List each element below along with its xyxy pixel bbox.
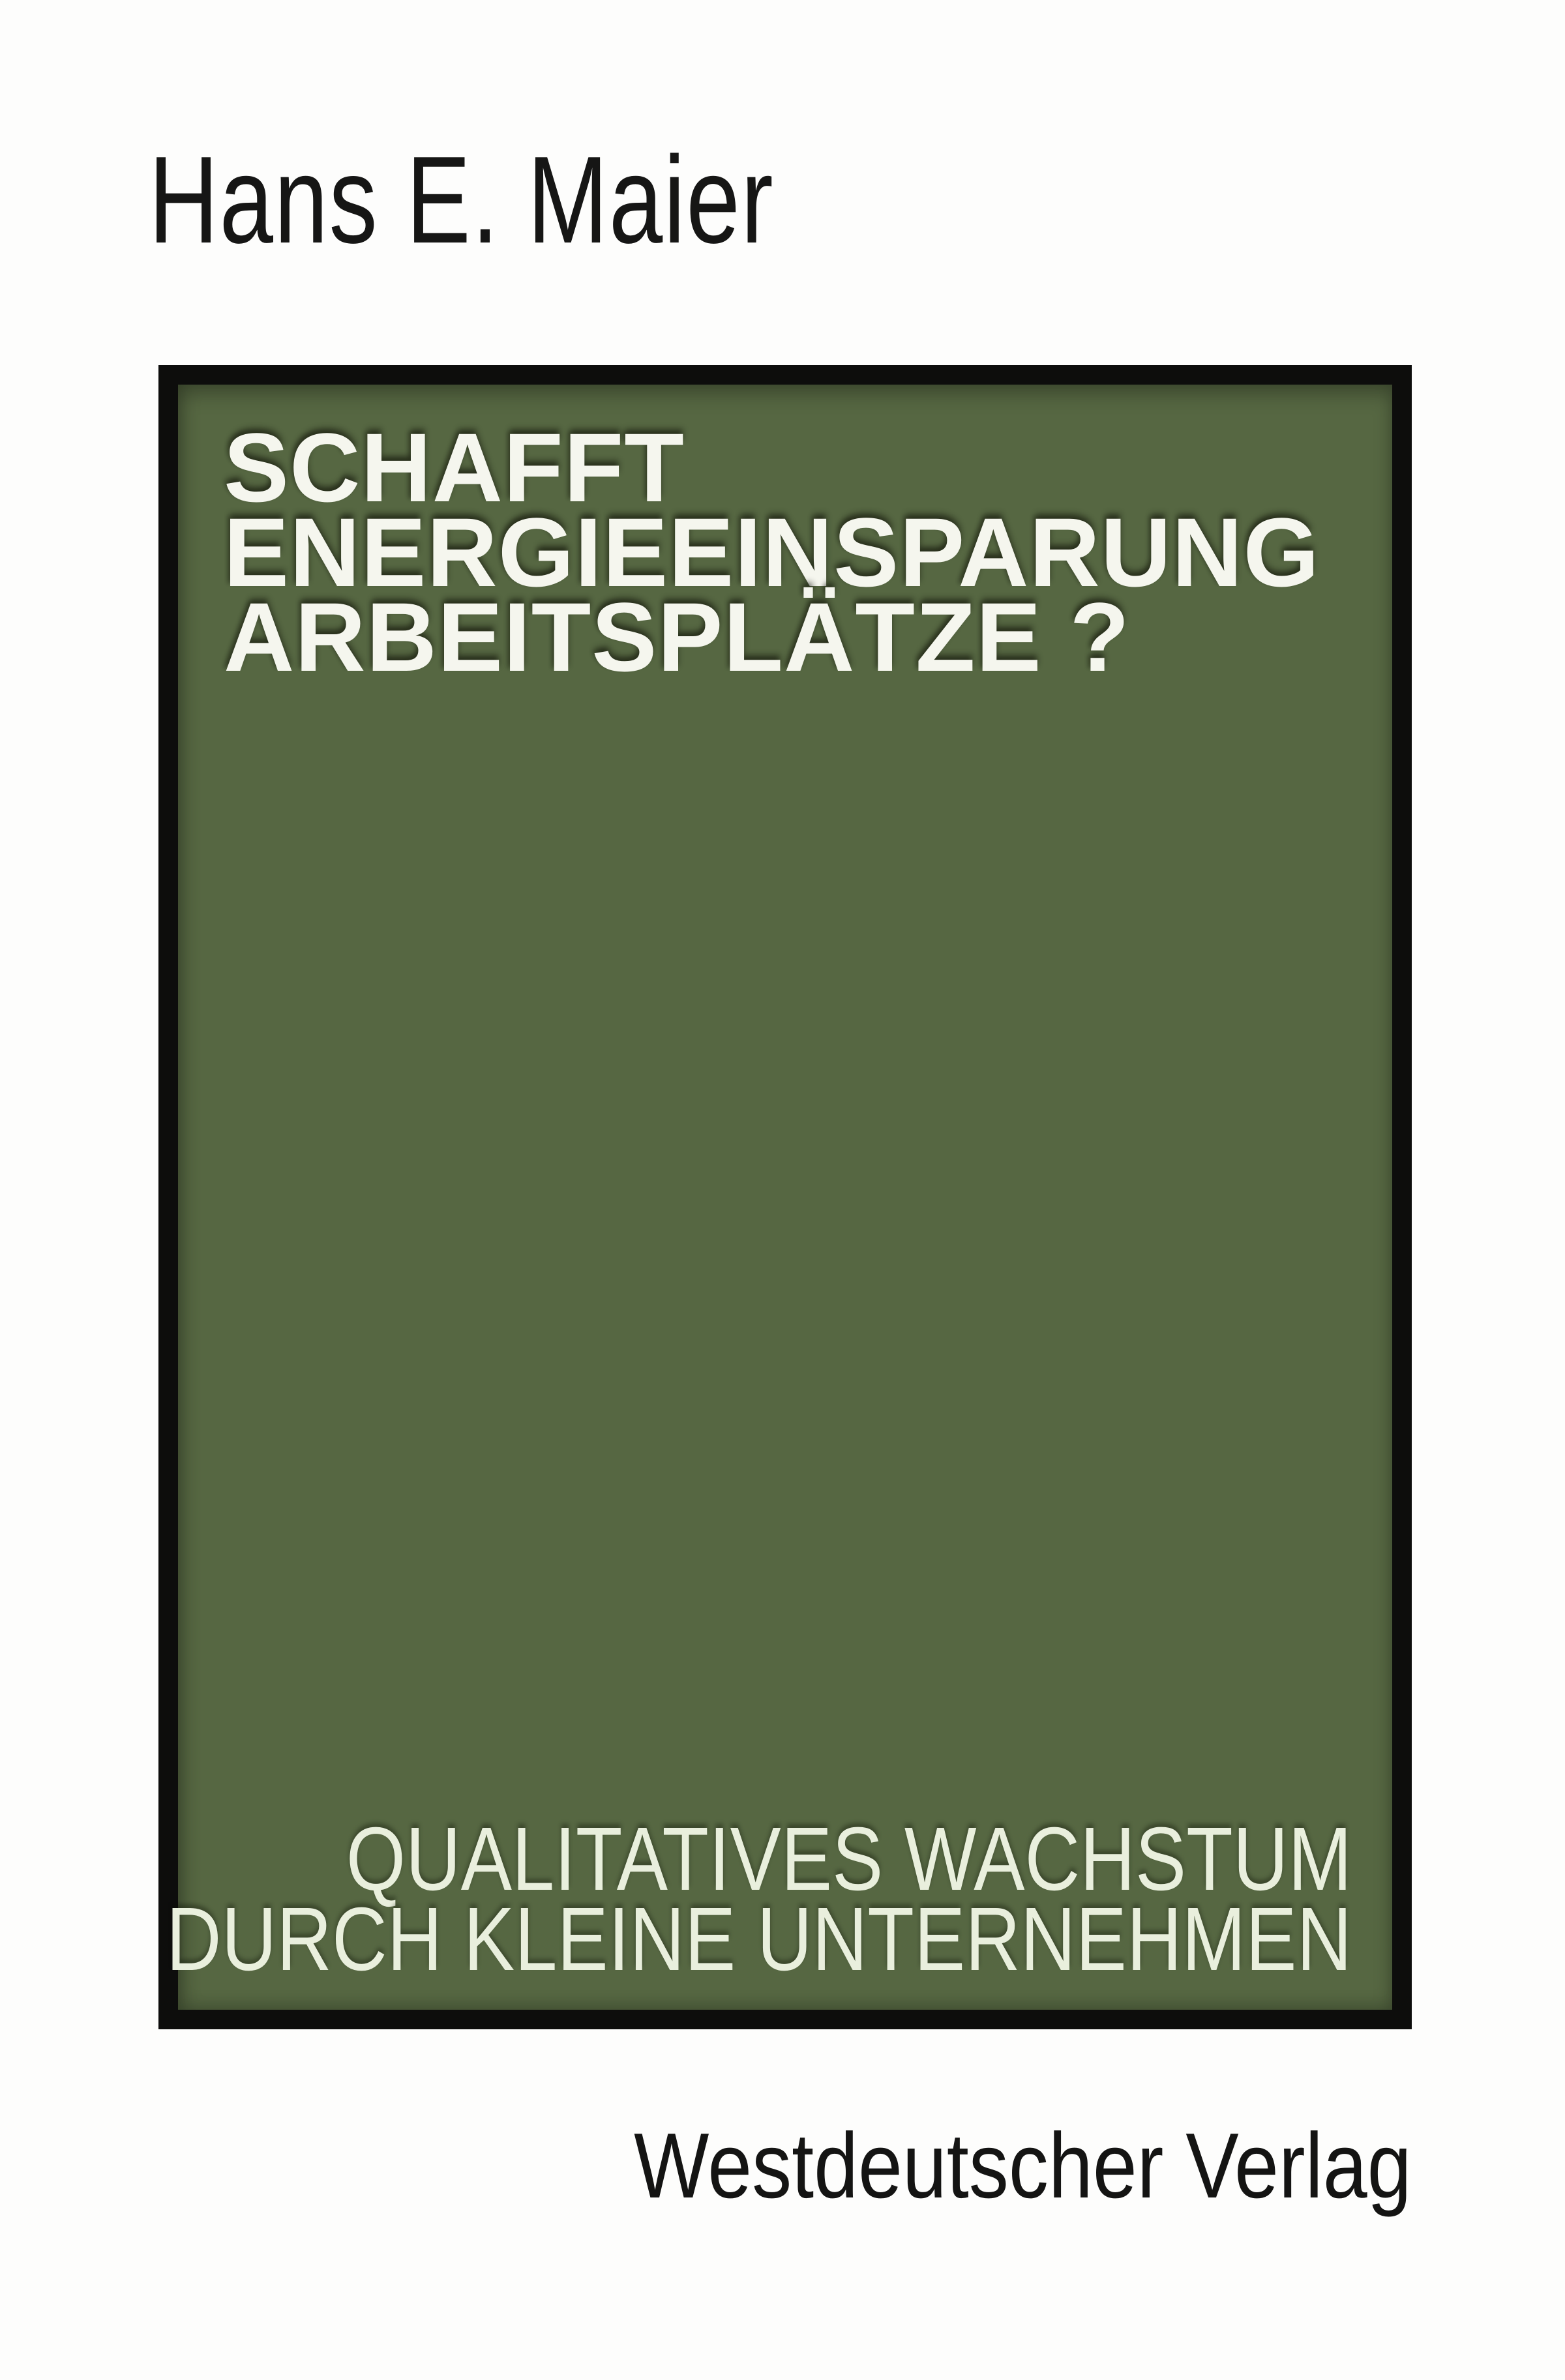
title-line: ENERGIEEINSPARUNG <box>224 497 1320 607</box>
book-title <box>224 413 1320 692</box>
publisher-name: Westdeutscher Verlag <box>634 2114 1412 2218</box>
title-line: SCHAFFT <box>224 413 685 522</box>
subtitle-line: DURCH KLEINE UNTERNEHMEN <box>166 1889 1352 1990</box>
author-name: Hans E. Maier <box>149 131 775 269</box>
title-panel <box>158 365 1412 2029</box>
book-subtitle <box>0 1809 1352 1990</box>
title-line: ARBEITSPLÄTZE ? <box>224 582 1130 692</box>
subtitle-line: QUALITATIVES WACHSTUM <box>346 1809 1352 1909</box>
